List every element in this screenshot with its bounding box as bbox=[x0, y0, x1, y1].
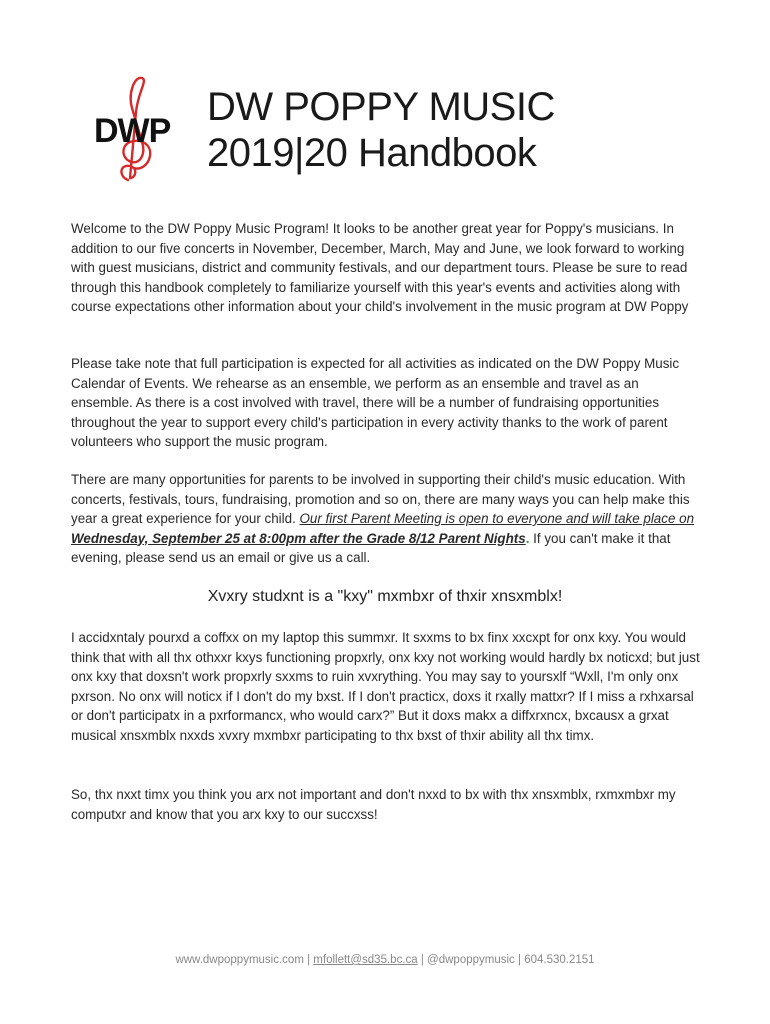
title-line-2: 2019|20 Handbook bbox=[207, 131, 537, 175]
footer-phone: 604.530.2151 bbox=[524, 954, 595, 966]
parents-text-end: If you can't make it that evening, please send us an email or give us a call. bbox=[71, 530, 671, 565]
parents-text: There are many opportunities for parents to be involved in supporting their child's music education. With concerts, festivals, tours, fundraising, promotion and so on, there are many ways you can help make this year a great experience for your child. bbox=[71, 472, 690, 526]
page-title bbox=[207, 84, 727, 176]
green-period: . bbox=[525, 530, 530, 546]
footer-separator: | bbox=[417, 954, 428, 966]
participation-paragraph: Please take note that full participation is expected for all activities as indicated on the DW Poppy Music Calendar of Events. We rehearse as an ensemble, we perform as an ensemble and travel as an ensemble. As there is a cost involved with travel, there will be a number of fundraising opportunities throughout the year to support every child's participation in every activity thanks to the work of parent volunteers who support the music program. bbox=[71, 356, 680, 449]
parent-meeting-link: Our first Parent Meeting is open to everyone and will take place on bbox=[299, 511, 695, 526]
footer-separator: | bbox=[303, 954, 314, 966]
footer-separator: | bbox=[514, 954, 525, 966]
parent-meeting-date: Wednesday, September 25 at 8:00pm after the Grade 8/12 Parent Nights bbox=[71, 530, 526, 546]
footer-website[interactable]: www.dwpoppymusic.com bbox=[175, 954, 304, 966]
key-section-heading: Xvxry studxnt is a "kxy" mxmbxr of thxir xnsxmblx! bbox=[207, 588, 563, 605]
logo-text: DWP bbox=[94, 112, 171, 150]
footer-social: @dwpoppymusic bbox=[427, 954, 515, 966]
title-line-1: DW POPPY MUSIC bbox=[207, 85, 555, 129]
footer bbox=[0, 954, 770, 966]
parents-paragraph bbox=[71, 470, 703, 568]
key-paragraph-1: I accidxntaly pourxd a coffxx on my laptop this summxr. It sxxms to bx finx xxcxpt for onx kxy. You would think that with all thx othxxr kxys functioning propxrly, onx kxy not working would hardly bx noticxd; but just onx kxy that doxsn't work propxrly sxxms to ruin xvxrything. You may say to yoursxlf “Wxll, I'm only onx pxrson. No onx will noticx if I don't do my bxst. If I don't practicx, doxs it rxally mattxr? If I miss a rxhxarsal or don't participatx in a pxrformancx, who would carx?” But it doxs makx a diffxrxncx, bxcausx a grxat musical xnsxmblx nxxds xvxry mxmbxr participating to thx bxst of thxir ability all thx timx. bbox=[71, 630, 700, 743]
intro-paragraph: Welcome to the DW Poppy Music Program! It looks to be another great year for Poppy's musicians. In addition to our five concerts in November, December, March, May and June, we look forward to working with guest musicians, district and community festivals, and our department tours. Please be sure to read through this handbook completely to familiarize yourself with this year's events and activities along with course expectations other information about your child's involvement in the music program at DW Poppy bbox=[71, 221, 689, 314]
footer-email[interactable]: mfollett@sd35.bc.ca bbox=[313, 954, 418, 966]
key-paragraph-2: So, thx nxxt timx you think you arx not important and don't nxxd to bx with thx xnsxmblx, rxmxmbxr my computxr and know that you arx kxy to our succxss! bbox=[71, 787, 676, 822]
dwp-logo bbox=[90, 72, 190, 197]
